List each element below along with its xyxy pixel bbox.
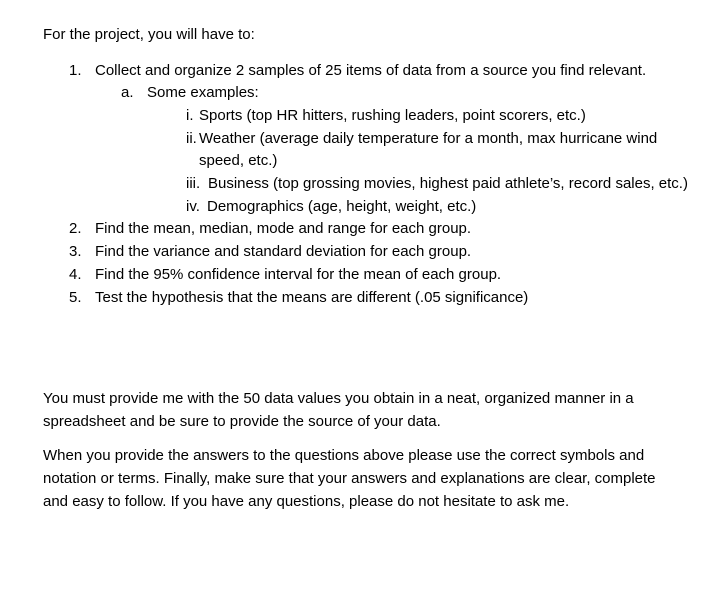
example-numeral-iv: iv. — [186, 198, 200, 215]
paragraph-answers-line-2: notation or terms. Finally, make sure that your answers and explanations are clear, complete — [43, 470, 656, 487]
paragraph-data-line-2: spreadsheet and be sure to provide the source of your data. — [43, 413, 441, 430]
list-number-4: 4. — [69, 266, 82, 283]
sub-list-letter-a: a. — [121, 84, 134, 101]
list-item-3: Find the variance and standard deviation for each group. — [95, 243, 472, 260]
paragraph-answers-line-1: When you provide the answers to the questions above please use the correct symbols and — [43, 447, 645, 464]
list-item-4: Find the 95% confidence interval for the mean of each group. — [95, 266, 502, 283]
sub-list-item-a: Some examples: — [147, 84, 259, 101]
example-item-weather-continuation: speed, etc.) — [199, 152, 278, 169]
list-item-2: Find the mean, median, mode and range for each group. — [95, 220, 472, 237]
list-number-5: 5. — [69, 289, 82, 306]
paragraph-data-line-1: You must provide me with the 50 data values you obtain in a neat, organized manner in a — [43, 390, 634, 407]
example-numeral-i: i. — [186, 107, 194, 124]
example-item-business: Business (top grossing movies, highest paid athlete’s, record sales, etc.) — [208, 175, 688, 192]
example-item-weather: Weather (average daily temperature for a month, max hurricane wind — [199, 130, 658, 147]
intro-text: For the project, you will have to: — [43, 26, 255, 43]
list-number-1: 1. — [69, 62, 82, 79]
list-item-5: Test the hypothesis that the means are different (.05 significance) — [95, 289, 529, 306]
list-number-2: 2. — [69, 220, 82, 237]
example-item-sports: Sports (top HR hitters, rushing leaders, point scorers, etc.) — [199, 107, 586, 124]
example-item-demographics: Demographics (age, height, weight, etc.) — [207, 198, 477, 215]
paragraph-answers-line-3: and easy to follow. If you have any questions, please do not hesitate to ask me. — [43, 493, 570, 510]
example-numeral-iii: iii. — [186, 175, 201, 192]
list-number-3: 3. — [69, 243, 82, 260]
example-numeral-ii: ii. — [186, 130, 197, 147]
list-item-1: Collect and organize 2 samples of 25 items of data from a source you find relevant. — [95, 62, 647, 79]
